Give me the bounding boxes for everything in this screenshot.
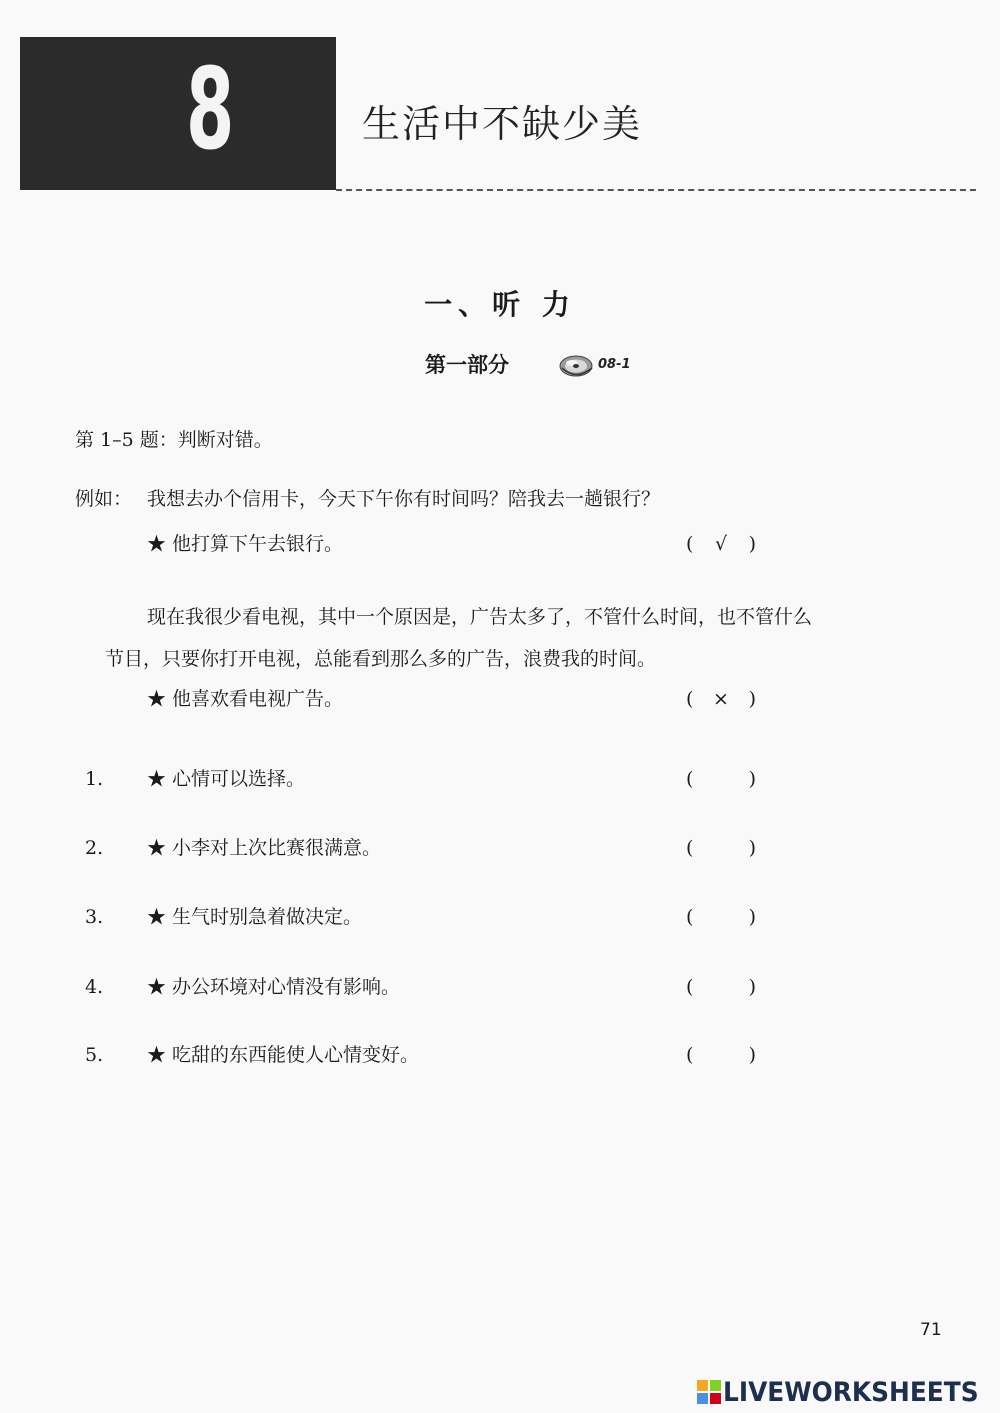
paren-left: ( <box>686 1044 694 1066</box>
question-number: 3. <box>85 906 104 928</box>
question-number: 1. <box>85 768 104 790</box>
question-number: 5. <box>85 1044 104 1066</box>
chapter-number-block <box>20 37 336 190</box>
question-statement: ★ 小李对上次比赛很满意。 <box>147 837 382 859</box>
paren-left: ( <box>686 768 694 790</box>
question-statement: ★ 生气时别急着做决定。 <box>147 906 363 928</box>
track-label: 08-1 <box>598 357 631 372</box>
example2-passage-line2: 节目，只要你打开电视，总能看到那么多的广告，浪费我的时间。 <box>105 648 657 670</box>
question-number: 4. <box>85 976 104 998</box>
example-statement: ★ 他打算下午去银行。 <box>147 533 344 555</box>
liveworksheets-logo-icon <box>697 1380 721 1404</box>
header-divider <box>336 189 976 191</box>
part-title: 第一部分 <box>425 352 509 377</box>
paren-right: ) <box>748 688 756 710</box>
paren-left: ( <box>686 837 694 859</box>
paren-left: ( <box>686 533 694 555</box>
section-title: 一、听 力 <box>424 288 576 321</box>
chapter-title: 生活中不缺少美 <box>362 102 643 146</box>
liveworksheets-watermark[interactable] <box>697 1376 997 1410</box>
paren-right: ) <box>748 768 756 790</box>
liveworksheets-wordmark: LIVEWORKSHEETS <box>723 1377 979 1408</box>
paren-right: ) <box>748 837 756 859</box>
paren-right: ) <box>748 1044 756 1066</box>
paren-left: ( <box>686 906 694 928</box>
example-label: 例如： <box>75 488 133 510</box>
cross-mark: × <box>713 688 729 710</box>
chapter-number: 8 <box>186 45 232 175</box>
example-passage: 我想去办个信用卡，今天下午你有时间吗？陪我去一趟银行？ <box>147 488 661 510</box>
paren-right: ) <box>748 533 756 555</box>
cd-icon[interactable] <box>558 351 598 379</box>
paren-right: ) <box>748 906 756 928</box>
paren-right: ) <box>748 976 756 998</box>
example2-statement: ★ 他喜欢看电视广告。 <box>147 688 344 710</box>
question-statement: ★ 吃甜的东西能使人心情变好。 <box>147 1044 420 1066</box>
instruction: 第 1–5 题：判断对错。 <box>75 429 273 451</box>
question-statement: ★ 心情可以选择。 <box>147 768 306 790</box>
question-number: 2. <box>85 837 104 859</box>
paren-left: ( <box>686 976 694 998</box>
paren-left: ( <box>686 688 694 710</box>
page-number: 71 <box>920 1320 942 1340</box>
question-statement: ★ 办公环境对心情没有影响。 <box>147 976 401 998</box>
example2-passage-line1: 现在我很少看电视，其中一个原因是，广告太多了，不管什么时间，也不管什么 <box>147 606 813 628</box>
check-mark: √ <box>714 533 728 555</box>
